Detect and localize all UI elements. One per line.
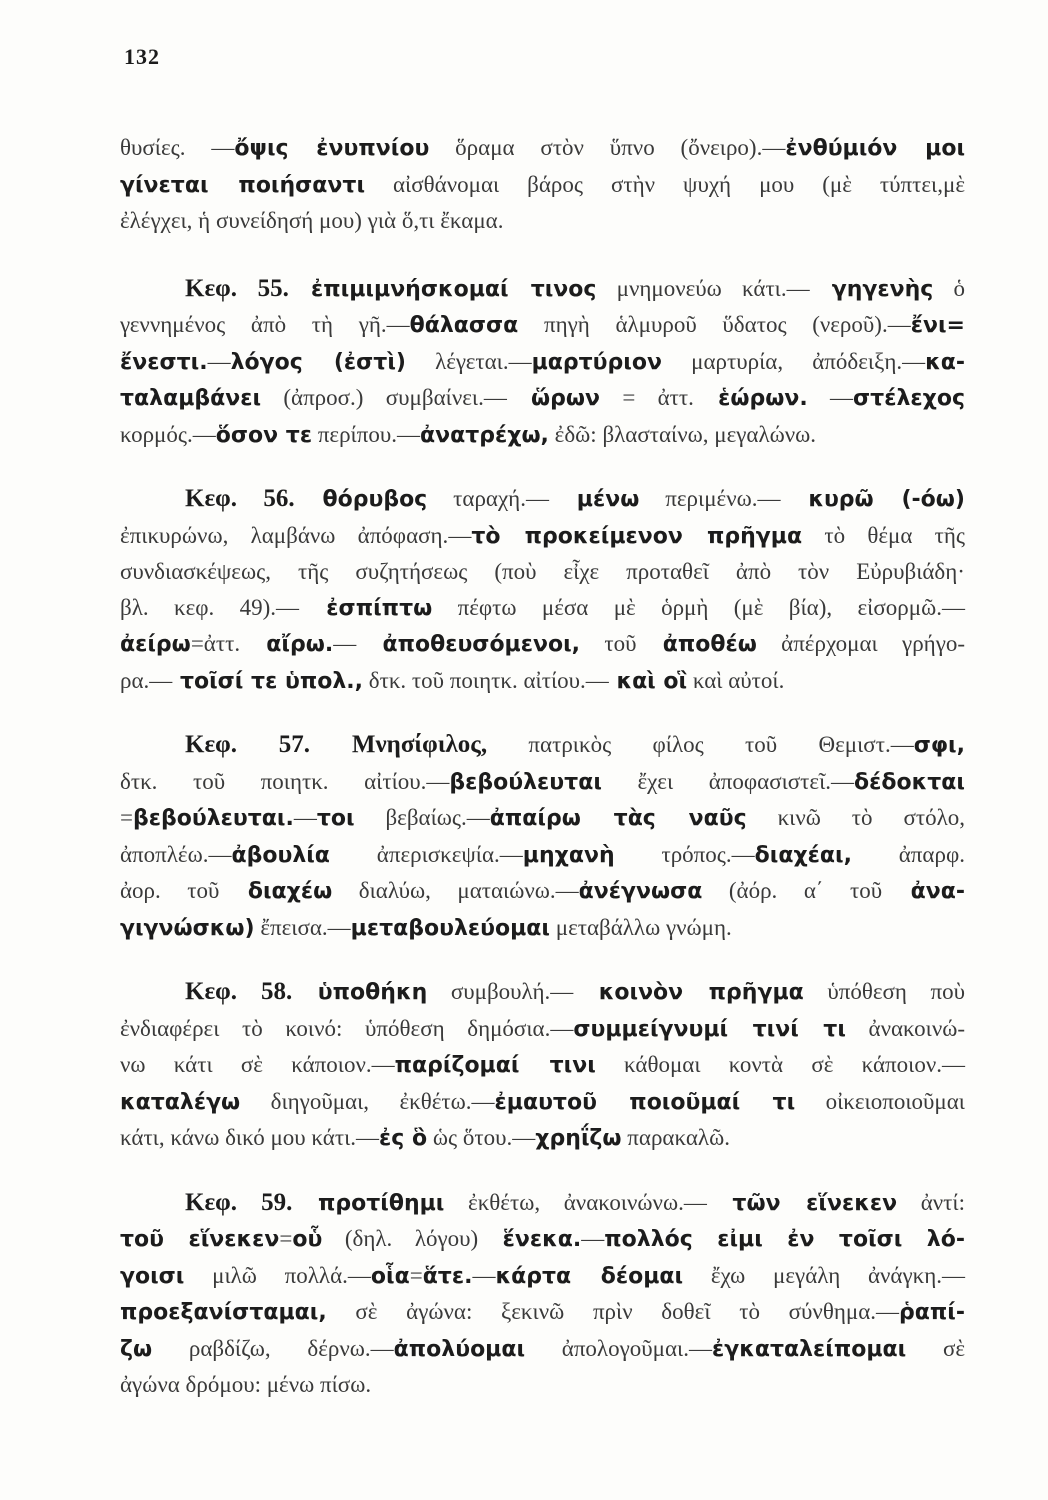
gloss-text: βλ. κεφ. 49). <box>120 594 277 620</box>
paragraph-kef-58 <box>120 974 965 1157</box>
gloss-text: = ἀττ. <box>600 385 694 410</box>
separator-dash: — <box>370 1335 394 1361</box>
headword: αἴρω. <box>240 632 334 657</box>
headword: ἀνατρέχω, <box>420 422 549 448</box>
gloss-text: = <box>279 1226 293 1251</box>
separator-dash: — <box>483 385 507 410</box>
separator-dash: — <box>683 1189 707 1215</box>
chapter-heading: Κεφ. 57. Μνησίφιλος, <box>185 731 488 758</box>
separator-dash: — <box>356 1125 380 1150</box>
gloss-text: τρόπος. <box>614 841 732 867</box>
headword: λόγος (ἐστὶ) <box>230 349 406 375</box>
gloss-text: ἀπέρχομαι γρήγο- <box>756 631 966 656</box>
separator-dash: — <box>512 1125 536 1150</box>
headword: ἀποθέω <box>636 632 757 657</box>
gloss-text: ἐνδιαφέρει τὸ κοινό: ὑπόθεση δημόσια. <box>120 1015 551 1041</box>
headword: παρίζομαί τινι <box>394 1053 596 1078</box>
gloss-text: = <box>120 805 133 830</box>
headword: διαχέω <box>219 879 333 904</box>
headword: προτίθημι <box>292 1190 445 1216</box>
gloss-text: κάθομαι κοντὰ σὲ κάποιον. <box>595 1052 943 1077</box>
headword: βεβούλευται. <box>132 806 294 831</box>
separator-dash: — <box>831 768 855 794</box>
gloss-text: ὁ <box>933 275 966 301</box>
gloss-text: ἀορ. τοῦ <box>120 878 220 903</box>
headword: θόρυβος <box>294 487 428 512</box>
separator-dash: — <box>941 594 965 620</box>
separator-dash: — <box>466 805 490 830</box>
text-line <box>120 800 965 837</box>
text-line <box>120 626 965 663</box>
text-line <box>120 167 965 204</box>
gloss-text: τὸ θέμα τῆς <box>802 522 966 548</box>
text-line <box>120 481 965 518</box>
gloss-text: πέφτω μέσα μὲ ὁρμὴ (μὲ βία), εἰσορμῶ. <box>432 594 942 620</box>
text-line <box>120 974 965 1011</box>
separator-dash: — <box>508 348 532 374</box>
headword: διαχέαι, <box>754 842 852 868</box>
gloss-text: ἐκθέτω, ἀνακοινώνω. <box>444 1189 684 1215</box>
separator-dash: — <box>347 1262 371 1288</box>
text-line <box>120 590 965 627</box>
gloss-text: δτκ. τοῦ ποιητκ. αἰτίου. <box>363 667 586 693</box>
headword: ἕνεκα. <box>478 1227 582 1252</box>
headword: κοινὸν πρῆγμα <box>573 980 804 1005</box>
gloss-text: (ἀπροσ.) συμβαίνει. <box>261 385 484 410</box>
headword: ὑποθήκη <box>292 980 428 1005</box>
headword: κα- <box>925 349 965 375</box>
gloss-text: ἀντί: <box>897 1189 965 1215</box>
separator-dash: — <box>371 1052 395 1077</box>
gloss-text: συνδιασκέψεως, τῆς συζητήσεως (ποὺ εἶχε προταθεῖ ἀπὸ τὸν Εὐρυβιάδη· <box>120 559 965 584</box>
paragraph-kef-59 <box>120 1185 965 1403</box>
headword: τοῦ εἵνεκεν <box>120 1227 280 1252</box>
text-line <box>120 203 965 239</box>
gloss-text: ἔχω μεγάλη ἀνάγκη. <box>683 1262 942 1288</box>
gloss-text: ὅραμα στὸν ὕπνο (ὄνειρο). <box>429 135 763 160</box>
headword: μαρτύριον <box>531 349 662 375</box>
headword: τῶν εἵνεκεν <box>706 1190 898 1216</box>
headword: γιγνώσκω) <box>120 915 255 941</box>
separator-dash: — <box>185 135 235 160</box>
gloss-text: κινῶ τὸ στόλο, <box>746 805 966 830</box>
headword: δέδοκται <box>854 769 965 795</box>
separator-dash: — <box>276 594 300 620</box>
gloss-text: διαλύω, ματαιώνω. <box>332 878 556 903</box>
text-line <box>120 727 965 764</box>
headword: σφι, <box>913 733 965 758</box>
headword: συμμείγνυμί τινί τι <box>573 1016 846 1042</box>
gloss-text: μνημονεύω κάτι. <box>596 275 787 301</box>
headword: ἑώρων. <box>693 386 808 411</box>
separator-dash: — <box>149 667 173 693</box>
headword: γηγενὴς <box>809 276 934 302</box>
headword: γίνεται ποιήσαντι <box>120 172 366 198</box>
headword: ἀείρω <box>120 632 191 657</box>
text-line <box>120 1331 965 1368</box>
gloss-text: καὶ αὐτοί. <box>687 667 785 693</box>
text-line <box>120 130 965 167</box>
headword: τὸ προκείμενον πρῆγμα <box>471 523 803 549</box>
chapter-heading: Κεφ. 55. <box>185 274 289 302</box>
headword: ἐς ὃ <box>379 1126 428 1151</box>
separator-dash: — <box>581 1226 605 1251</box>
text-line <box>120 518 965 555</box>
headword: μένω <box>548 487 640 512</box>
gloss-text: ἔπεισα. <box>254 914 328 940</box>
headword: ἐνθύμιόν μοι <box>785 136 966 161</box>
paragraph-kef-57 <box>120 727 965 946</box>
gloss-text: θυσίες. <box>120 135 186 160</box>
gloss-text: κορμός. <box>120 421 193 447</box>
gloss-text: ἀγώνα δρόμου: μένω πίσω. <box>120 1372 372 1397</box>
headword: κάρτα δέομαι <box>495 1263 684 1289</box>
gloss-text: ἀπολογοῦμαι. <box>525 1335 689 1361</box>
gloss-text: σὲ <box>906 1335 966 1361</box>
headword: τοῖσί τε ὑπολ., <box>172 668 363 694</box>
headword: οὗ <box>292 1227 323 1252</box>
gloss-text: ὡς ὅτου. <box>427 1125 513 1150</box>
separator-dash: — <box>688 1335 712 1361</box>
text-line <box>120 307 965 344</box>
headword: ἀπαίρω τὰς ναῦς <box>489 806 747 831</box>
chapter-heading: Κεφ. 58. <box>185 978 293 1005</box>
separator-dash: — <box>762 135 786 160</box>
gloss-text: =ἀττ. <box>190 631 241 656</box>
gloss-text: πηγὴ ἁλμυροῦ ὕδατος (νεροῦ). <box>518 312 888 337</box>
gloss-text: = <box>409 1262 423 1288</box>
separator-dash: — <box>448 522 472 548</box>
text-line <box>120 271 965 308</box>
headword: γοισι <box>120 1263 185 1289</box>
headword: βεβούλευται <box>449 769 602 795</box>
headword: θάλασσα <box>409 313 519 338</box>
headword: οἷα <box>370 1263 410 1289</box>
headword: καταλέγω <box>120 1089 241 1115</box>
text-line <box>120 1258 965 1295</box>
separator-dash: — <box>786 275 810 301</box>
gloss-text: μεταβάλλω γνώμη. <box>550 914 732 940</box>
headword: κυρῶ (-όω) <box>780 487 965 512</box>
separator-dash: — <box>525 486 549 511</box>
headword: στέλεχος <box>853 386 965 411</box>
headword: μεταβουλεύομαι <box>350 915 550 941</box>
headword: ἐπιμιμνήσκομαί τινος <box>288 276 597 302</box>
separator-dash: — <box>876 1299 899 1324</box>
separator-dash: — <box>902 348 926 374</box>
text-line <box>120 1047 965 1084</box>
text-line <box>120 554 965 590</box>
gloss-text: διηγοῦμαι, ἐκθέτω. <box>240 1088 472 1114</box>
headword: ζω <box>120 1336 153 1362</box>
headword: ἔνι= <box>910 313 965 338</box>
separator-dash: — <box>887 312 911 337</box>
headword: πολλός εἰμι ἐν τοῖσι λό- <box>604 1227 965 1252</box>
headword: προεξανίσταμαι, <box>120 1300 327 1325</box>
separator-dash: — <box>397 421 420 447</box>
separator-dash: — <box>472 1262 496 1288</box>
separator-dash: — <box>807 385 854 410</box>
headword: μηχανὴ <box>522 842 615 868</box>
page-number: 132 <box>124 44 160 69</box>
headword: ἐσπίπτω <box>299 595 433 621</box>
glossary-body <box>120 130 965 1431</box>
separator-dash: — <box>942 1052 966 1077</box>
gloss-text: (ἀόρ. α΄ τοῦ <box>702 878 883 903</box>
separator-dash: — <box>192 421 216 447</box>
headword: ἀπολύομαι <box>393 1336 526 1362</box>
gloss-text: κάτι, κάνω δικό μου κάτι. <box>120 1125 357 1150</box>
separator-dash: — <box>550 1015 574 1041</box>
separator-dash: — <box>550 979 574 1004</box>
text-line <box>120 1185 965 1222</box>
separator-dash: — <box>757 486 781 511</box>
paragraph-intro <box>120 130 965 239</box>
chapter-heading: Κεφ. 59. <box>185 1188 293 1216</box>
gloss-text: ἐλέγχει, ἡ συνείδησή μου) γιὰ ὅ,τι ἔκαμα. <box>120 208 504 233</box>
text-line <box>120 1367 965 1403</box>
separator-dash: — <box>426 768 450 794</box>
separator-dash: — <box>333 631 357 656</box>
text-line <box>120 1120 965 1157</box>
headword: ῥαπί- <box>899 1300 965 1325</box>
text-line <box>120 1221 965 1258</box>
headword: τοι <box>316 806 355 831</box>
text-line <box>120 417 965 454</box>
separator-dash: — <box>207 348 231 374</box>
headword: ταλαμβάνει <box>120 386 262 411</box>
gloss-text: μαρτυρία, ἀπόδειξη. <box>661 348 903 374</box>
headword: ἀβουλία <box>231 842 330 868</box>
headword: ἀνέγνωσα <box>578 879 703 904</box>
headword: ἔνεστι. <box>120 349 208 375</box>
gloss-text: τοῦ <box>580 631 637 656</box>
gloss-text: ραβδίζω, δέρνω. <box>152 1335 371 1361</box>
gloss-text: οἰκειοποιοῦμαι <box>795 1088 965 1114</box>
gloss-text: σὲ ἀγώνα: ξεκινῶ πρὶν δοθεῖ τὸ σύνθημα. <box>326 1299 876 1324</box>
text-line <box>120 873 965 910</box>
text-line <box>120 837 965 874</box>
gloss-text: λέγεται. <box>405 348 509 374</box>
text-line <box>120 344 965 381</box>
gloss-text: μιλῶ πολλά. <box>184 1262 348 1288</box>
text-line <box>120 1011 965 1048</box>
headword: ἐγκαταλείπομαι <box>711 1336 907 1362</box>
separator-dash: — <box>499 841 523 867</box>
separator-dash: — <box>942 1262 965 1288</box>
separator-dash: — <box>555 878 579 903</box>
text-line <box>120 663 965 700</box>
gloss-text: ἔχει ἀποφασιστεῖ. <box>601 768 832 794</box>
gloss-text: αἰσθάνομαι βάρος στὴν ψυχή μου (μὲ τύπτει,μὲ <box>365 171 965 197</box>
headword: ἀποθευσόμενοι, <box>356 632 581 657</box>
separator-dash: — <box>731 841 755 867</box>
headword: ὥρων <box>506 386 601 411</box>
gloss-text: ρα. <box>120 667 150 693</box>
gloss-text: βεβαίως. <box>354 805 467 830</box>
headword: ἅτε. <box>422 1263 473 1289</box>
headword: ἀνα- <box>882 879 965 904</box>
separator-dash: — <box>386 312 410 337</box>
gloss-text: γεννημένος ἀπὸ τὴ γῆ. <box>120 312 387 337</box>
gloss-text: νω κάτι σὲ κάποιον. <box>120 1052 372 1077</box>
headword: ἐμαυτοῦ ποιοῦμαί τι <box>494 1089 796 1115</box>
gloss-text: συμβουλή. <box>427 979 551 1004</box>
gloss-text: ὑπόθεση ποὺ <box>803 979 966 1004</box>
headword: ὄψις ἐνυπνίου <box>234 136 430 161</box>
gloss-text: παρακαλῶ. <box>621 1125 730 1150</box>
gloss-text: δτκ. τοῦ ποιητκ. αἰτίου. <box>120 768 427 794</box>
paragraph-kef-56 <box>120 481 965 699</box>
text-line <box>120 910 965 947</box>
separator-dash: — <box>471 1088 495 1114</box>
gloss-text: ἀπαρφ. <box>851 841 965 867</box>
gloss-text: περιμένω. <box>639 486 758 511</box>
headword: ὅσον τε <box>215 422 313 448</box>
separator-dash: — <box>208 841 232 867</box>
text-line <box>120 1084 965 1121</box>
gloss-text: ταραχή. <box>427 486 526 511</box>
headword: χρηΐζω <box>535 1126 622 1151</box>
separator-dash: — <box>327 914 351 940</box>
gloss-text: ἐδῶ: βλασταίνω, μεγαλώνω. <box>548 421 817 447</box>
separator-dash: — <box>585 667 609 693</box>
gloss-text: ἀπερισκεψία. <box>329 841 500 867</box>
text-line <box>120 764 965 801</box>
paragraph-kef-55 <box>120 271 965 454</box>
separator-dash: — <box>890 732 914 757</box>
gloss-text: ἀποπλέω. <box>120 841 209 867</box>
separator-dash: — <box>293 805 317 830</box>
text-line <box>120 380 965 417</box>
gloss-text: (δηλ. λόγου) <box>322 1226 479 1251</box>
headword: καὶ οἳ <box>608 668 688 694</box>
text-line <box>120 1294 965 1331</box>
chapter-heading: Κεφ. 56. <box>185 485 295 512</box>
gloss-text: περίπου. <box>312 421 397 447</box>
gloss-text: πατρικὸς φίλος τοῦ Θεμιστ. <box>487 732 891 757</box>
gloss-text: ἐπικυρώνω, λαμβάνω ἀπόφαση. <box>120 522 449 548</box>
gloss-text: ἀνακοινώ- <box>845 1015 966 1041</box>
